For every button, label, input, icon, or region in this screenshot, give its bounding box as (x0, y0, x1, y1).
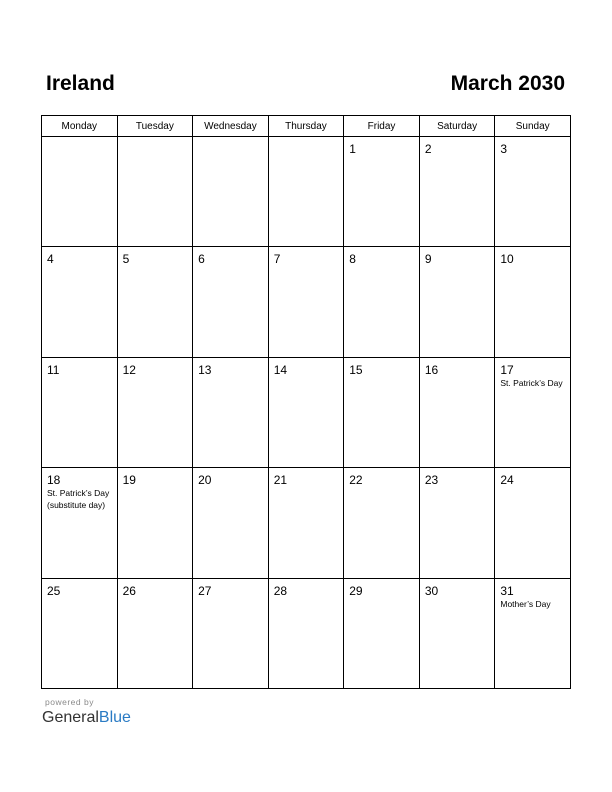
holiday-label: St. Patrick’s Day (500, 377, 563, 388)
generalblue-branding[interactable] (42, 697, 131, 728)
day-number: 13 (198, 362, 212, 377)
day-cell (344, 578, 420, 688)
day-cell (268, 247, 344, 357)
day-cell (193, 468, 269, 578)
weekday-sunday: Sunday (495, 116, 571, 137)
day-number (42, 137, 117, 142)
holiday-label: Mother’s Day (500, 598, 551, 609)
day-number: 23 (424, 473, 439, 488)
day-cell (117, 468, 193, 578)
day-cell (268, 357, 344, 467)
day-cell (42, 247, 118, 357)
day-cell (193, 357, 269, 467)
day-number: 26 (122, 583, 136, 598)
weekday-thursday: Thursday (268, 116, 344, 137)
day-number: 16 (424, 362, 439, 377)
day-number: 14 (273, 362, 288, 377)
day-cell (193, 137, 269, 247)
day-cell (42, 468, 118, 578)
day-number: 20 (198, 473, 212, 488)
day-number: 8 (349, 252, 356, 267)
day-cell (495, 247, 571, 357)
day-cell (495, 468, 571, 578)
day-cell (495, 137, 571, 247)
day-cell (117, 357, 193, 467)
day-cell (193, 247, 269, 357)
day-number: 3 (500, 142, 508, 156)
brand-general-text: General (42, 709, 99, 726)
week-row (42, 247, 571, 357)
day-number: 22 (349, 473, 363, 488)
day-number: 15 (349, 362, 363, 377)
day-number: 7 (273, 252, 281, 267)
weekday-header-row (42, 116, 571, 137)
day-number: 12 (122, 362, 136, 377)
generalblue-logo (42, 708, 131, 728)
day-cell (419, 357, 495, 467)
day-cell (117, 247, 193, 357)
weekday-friday: Friday (344, 116, 420, 137)
weekday-monday: Monday (42, 116, 118, 137)
day-cell (419, 578, 495, 688)
day-cell (42, 357, 118, 467)
day-number (269, 137, 344, 142)
day-number: 27 (198, 583, 212, 598)
day-cell (193, 578, 269, 688)
day-number: 6 (198, 252, 205, 267)
month-year-title: March 2030 (450, 72, 565, 95)
week-row (42, 357, 571, 467)
day-cell (419, 468, 495, 578)
day-number: 4 (47, 252, 54, 267)
day-cell (42, 578, 118, 688)
day-cell (42, 137, 118, 247)
day-number: 18 (47, 473, 61, 488)
day-number: 17 (500, 362, 514, 377)
week-row (42, 578, 571, 688)
day-number: 11 (47, 362, 60, 377)
day-number: 2 (424, 142, 432, 156)
day-cell (268, 468, 344, 578)
day-cell (344, 137, 420, 247)
week-row (42, 137, 571, 247)
day-cell (419, 137, 495, 247)
day-cell (495, 578, 571, 688)
day-number (193, 137, 268, 142)
day-cell (344, 357, 420, 467)
day-number: 28 (273, 583, 288, 598)
day-number: 10 (500, 252, 514, 267)
day-cell (117, 137, 193, 247)
brand-blue-text: Blue (98, 709, 131, 726)
day-number: 21 (273, 473, 288, 488)
day-number: 1 (349, 142, 356, 156)
day-cell (419, 247, 495, 357)
holiday-label: St. Patrick’s Day (substitute day) (47, 488, 110, 511)
country-title: Ireland (46, 72, 115, 95)
day-number: 30 (424, 583, 439, 598)
day-cell (117, 578, 193, 688)
day-cell (344, 468, 420, 578)
powered-by-label: powered by (45, 697, 94, 707)
day-cell (344, 247, 420, 357)
calendar-grid (41, 115, 571, 689)
day-number: 9 (424, 252, 432, 267)
day-cell (268, 137, 344, 247)
day-cell (495, 357, 571, 467)
week-row (42, 468, 571, 578)
day-number: 25 (47, 583, 61, 598)
weekday-tuesday: Tuesday (117, 116, 193, 137)
day-number: 24 (500, 473, 514, 488)
day-number: 19 (122, 473, 136, 488)
day-number (118, 137, 193, 142)
day-number: 31 (500, 583, 514, 598)
weekday-saturday: Saturday (419, 116, 495, 137)
weekday-wednesday: Wednesday (193, 116, 269, 137)
day-cell (268, 578, 344, 688)
day-number: 29 (349, 583, 363, 598)
day-number: 5 (122, 252, 130, 267)
